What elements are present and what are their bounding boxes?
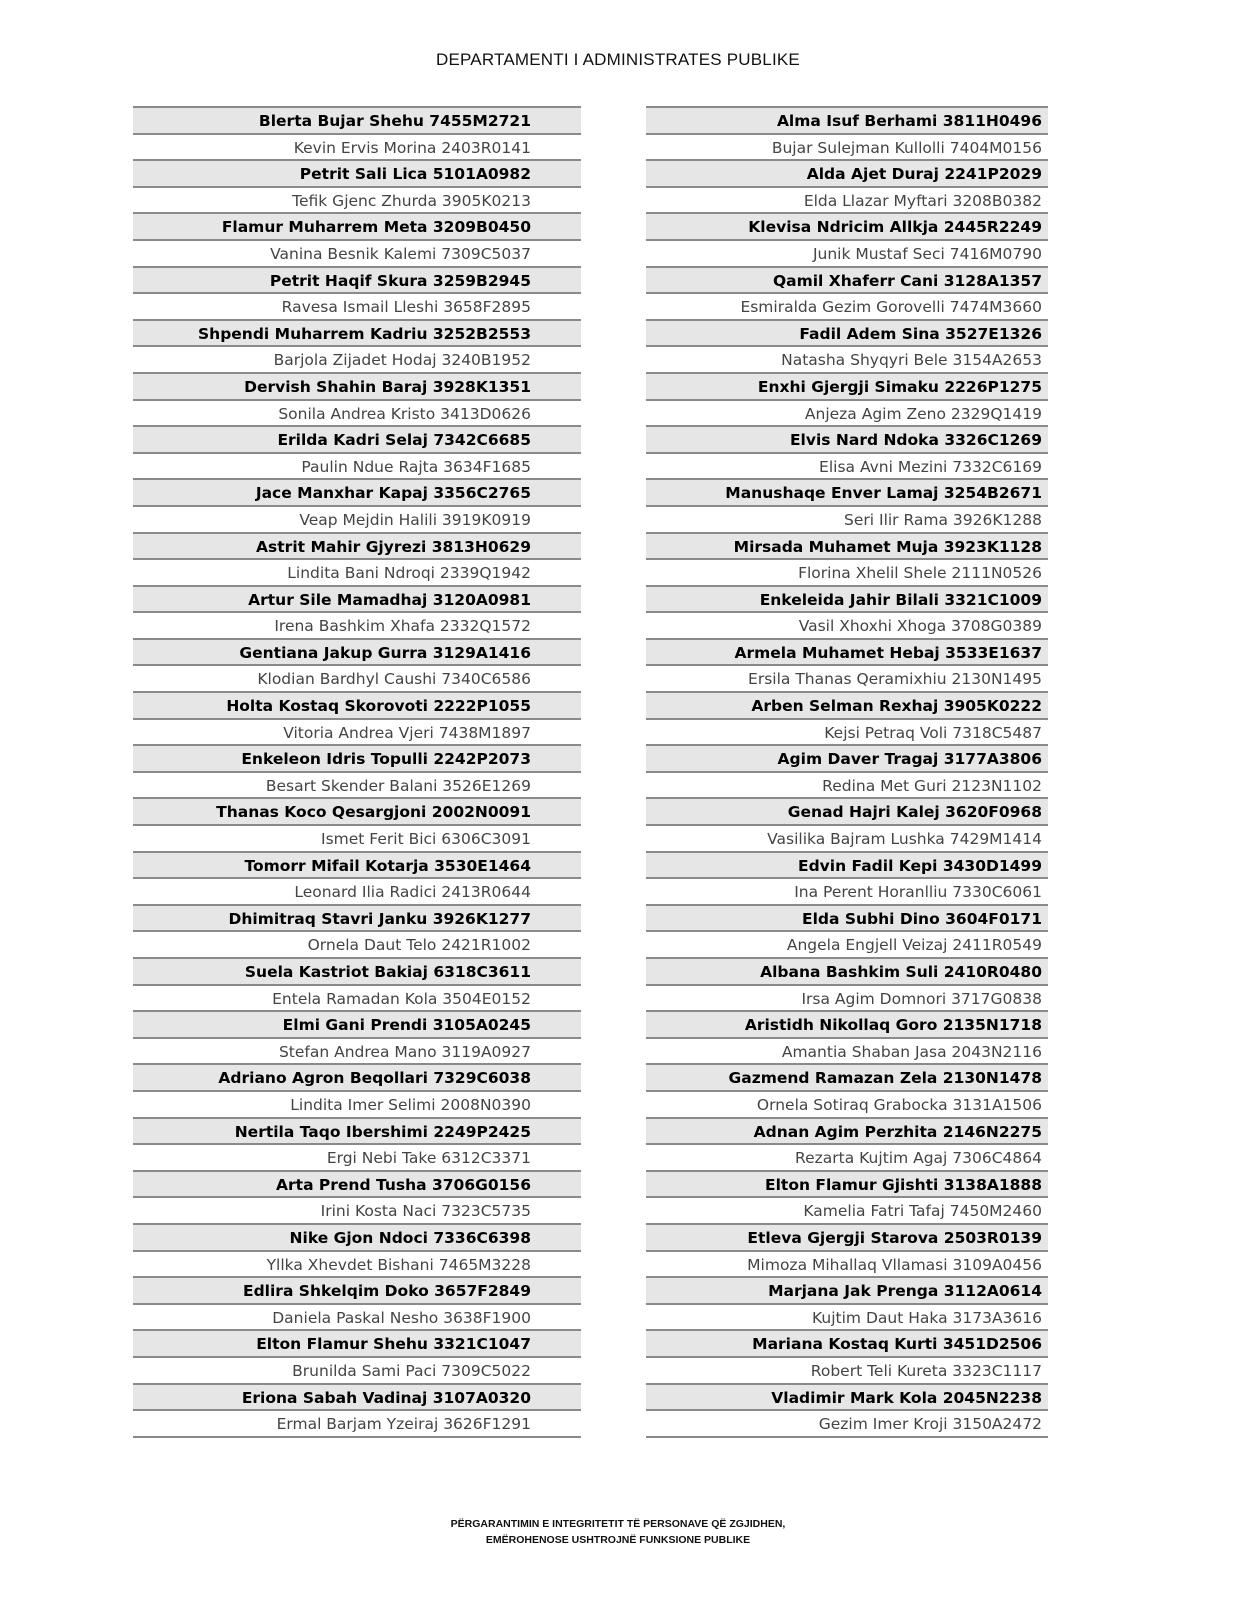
list-item: Albana Bashkim Suli 2410R0480 xyxy=(646,959,1048,986)
list-item: Ornela Sotiraq Grabocka 3131A1506 xyxy=(646,1092,1048,1119)
list-item: Angela Engjell Veizaj 2411R0549 xyxy=(646,932,1048,959)
list-item: Leonard Ilia Radici 2413R0644 xyxy=(133,879,581,906)
list-item: Vasilika Bajram Lushka 7429M1414 xyxy=(646,826,1048,853)
list-item: Nike Gjon Ndoci 7336C6398 xyxy=(133,1225,581,1252)
list-item: Jace Manxhar Kapaj 3356C2765 xyxy=(133,480,581,507)
list-item: Lindita Bani Ndroqi 2339Q1942 xyxy=(133,560,581,587)
list-item: Irena Bashkim Xhafa 2332Q1572 xyxy=(133,613,581,640)
list-item: Elvis Nard Ndoka 3326C1269 xyxy=(646,427,1048,454)
list-item: Elton Flamur Gjishti 3138A1888 xyxy=(646,1172,1048,1199)
list-item: Elmi Gani Prendi 3105A0245 xyxy=(133,1012,581,1039)
list-item: Elda Subhi Dino 3604F0171 xyxy=(646,906,1048,933)
list-item: Enkeleon Idris Topulli 2242P2073 xyxy=(133,746,581,773)
list-item: Barjola Zijadet Hodaj 3240B1952 xyxy=(133,347,581,374)
list-item: Eriona Sabah Vadinaj 3107A0320 xyxy=(133,1385,581,1412)
list-item: Stefan Andrea Mano 3119A0927 xyxy=(133,1039,581,1066)
list-item: Ina Perent Horanlliu 7330C6061 xyxy=(646,879,1048,906)
list-item: Seri Ilir Rama 3926K1288 xyxy=(646,507,1048,534)
list-item: Veap Mejdin Halili 3919K0919 xyxy=(133,507,581,534)
list-item: Edlira Shkelqim Doko 3657F2849 xyxy=(133,1278,581,1305)
list-item: Petrit Sali Lica 5101A0982 xyxy=(133,161,581,188)
list-item: Fadil Adem Sina 3527E1326 xyxy=(646,321,1048,348)
list-item: Arben Selman Rexhaj 3905K0222 xyxy=(646,693,1048,720)
list-item: Gazmend Ramazan Zela 2130N1478 xyxy=(646,1065,1048,1092)
list-item: Agim Daver Tragaj 3177A3806 xyxy=(646,746,1048,773)
page-title: DEPARTAMENTI I ADMINISTRATES PUBLIKE xyxy=(436,50,800,69)
list-item: Esmiralda Gezim Gorovelli 7474M3660 xyxy=(646,294,1048,321)
footer-line-1: PËRGARANTIMIN E INTEGRITETIT TË PERSONAVE QË ZGJIDHEN, xyxy=(450,1518,786,1530)
list-item: Tefik Gjenc Zhurda 3905K0213 xyxy=(133,188,581,215)
left-name-list xyxy=(133,108,581,1438)
list-item: Flamur Muharrem Meta 3209B0450 xyxy=(133,214,581,241)
list-item: Alda Ajet Duraj 2241P2029 xyxy=(646,161,1048,188)
list-item: Klodian Bardhyl Caushi 7340C6586 xyxy=(133,666,581,693)
list-item: Arta Prend Tusha 3706G0156 xyxy=(133,1172,581,1199)
list-item: Ravesa Ismail Lleshi 3658F2895 xyxy=(133,294,581,321)
list-item: Manushaqe Enver Lamaj 3254B2671 xyxy=(646,480,1048,507)
list-item: Mariana Kostaq Kurti 3451D2506 xyxy=(646,1331,1048,1358)
list-item: Kamelia Fatri Tafaj 7450M2460 xyxy=(646,1198,1048,1225)
list-item: Armela Muhamet Hebaj 3533E1637 xyxy=(646,640,1048,667)
list-item: Junik Mustaf Seci 7416M0790 xyxy=(646,241,1048,268)
list-item: Florina Xhelil Shele 2111N0526 xyxy=(646,560,1048,587)
list-item: Elton Flamur Shehu 3321C1047 xyxy=(133,1331,581,1358)
list-item: Erilda Kadri Selaj 7342C6685 xyxy=(133,427,581,454)
list-item: Irsa Agim Domnori 3717G0838 xyxy=(646,986,1048,1013)
list-item: Ismet Ferit Bici 6306C3091 xyxy=(133,826,581,853)
list-item: Petrit Haqif Skura 3259B2945 xyxy=(133,268,581,295)
list-item: Vanina Besnik Kalemi 7309C5037 xyxy=(133,241,581,268)
footer xyxy=(0,1516,1236,1548)
list-item: Mirsada Muhamet Muja 3923K1128 xyxy=(646,534,1048,561)
list-item: Astrit Mahir Gjyrezi 3813H0629 xyxy=(133,534,581,561)
list-item: Artur Sile Mamadhaj 3120A0981 xyxy=(133,587,581,614)
list-item: Adnan Agim Perzhita 2146N2275 xyxy=(646,1119,1048,1146)
list-item: Bujar Sulejman Kullolli 7404M0156 xyxy=(646,135,1048,162)
list-item: Ermal Barjam Yzeiraj 3626F1291 xyxy=(133,1411,581,1438)
list-item: Etleva Gjergji Starova 2503R0139 xyxy=(646,1225,1048,1252)
list-item: Vasil Xhoxhi Xhoga 3708G0389 xyxy=(646,613,1048,640)
list-item: Yllka Xhevdet Bishani 7465M3228 xyxy=(133,1252,581,1279)
list-item: Natasha Shyqyri Bele 3154A2653 xyxy=(646,347,1048,374)
list-item: Ergi Nebi Take 6312C3371 xyxy=(133,1145,581,1172)
list-item: Edvin Fadil Kepi 3430D1499 xyxy=(646,853,1048,880)
list-item: Paulin Ndue Rajta 3634F1685 xyxy=(133,454,581,481)
list-item: Amantia Shaban Jasa 2043N2116 xyxy=(646,1039,1048,1066)
list-item: Qamil Xhaferr Cani 3128A1357 xyxy=(646,268,1048,295)
list-item: Ersila Thanas Qeramixhiu 2130N1495 xyxy=(646,666,1048,693)
list-item: Adriano Agron Beqollari 7329C6038 xyxy=(133,1065,581,1092)
list-item: Gentiana Jakup Gurra 3129A1416 xyxy=(133,640,581,667)
list-item: Gezim Imer Kroji 3150A2472 xyxy=(646,1411,1048,1438)
list-item: Marjana Jak Prenga 3112A0614 xyxy=(646,1278,1048,1305)
list-item: Enxhi Gjergji Simaku 2226P1275 xyxy=(646,374,1048,401)
list-item: Klevisa Ndricim Allkja 2445R2249 xyxy=(646,214,1048,241)
list-item: Blerta Bujar Shehu 7455M2721 xyxy=(133,108,581,135)
list-item: Elda Llazar Myftari 3208B0382 xyxy=(646,188,1048,215)
list-item: Dervish Shahin Baraj 3928K1351 xyxy=(133,374,581,401)
list-item: Elisa Avni Mezini 7332C6169 xyxy=(646,454,1048,481)
list-item: Enkeleida Jahir Bilali 3321C1009 xyxy=(646,587,1048,614)
footer-line-2: EMËROHENOSE USHTROJNË FUNKSIONE PUBLIKE xyxy=(485,1534,751,1546)
list-item: Kevin Ervis Morina 2403R0141 xyxy=(133,135,581,162)
left-name-column xyxy=(133,106,581,1438)
list-item: Irini Kosta Naci 7323C5735 xyxy=(133,1198,581,1225)
list-item: Shpendi Muharrem Kadriu 3252B2553 xyxy=(133,321,581,348)
list-item: Nertila Taqo Ibershimi 2249P2425 xyxy=(133,1119,581,1146)
list-item: Tomorr Mifail Kotarja 3530E1464 xyxy=(133,853,581,880)
right-name-list xyxy=(646,108,1048,1438)
list-item: Thanas Koco Qesargjoni 2002N0091 xyxy=(133,799,581,826)
list-item: Daniela Paskal Nesho 3638F1900 xyxy=(133,1305,581,1332)
list-item: Alma Isuf Berhami 3811H0496 xyxy=(646,108,1048,135)
list-item: Mimoza Mihallaq Vllamasi 3109A0456 xyxy=(646,1252,1048,1279)
list-item: Besart Skender Balani 3526E1269 xyxy=(133,773,581,800)
list-item: Vladimir Mark Kola 2045N2238 xyxy=(646,1385,1048,1412)
list-item: Vitoria Andrea Vjeri 7438M1897 xyxy=(133,720,581,747)
list-item: Kejsi Petraq Voli 7318C5487 xyxy=(646,720,1048,747)
list-item: Brunilda Sami Paci 7309C5022 xyxy=(133,1358,581,1385)
list-item: Anjeza Agim Zeno 2329Q1419 xyxy=(646,401,1048,428)
list-item: Suela Kastriot Bakiaj 6318C3611 xyxy=(133,959,581,986)
list-item: Aristidh Nikollaq Goro 2135N1718 xyxy=(646,1012,1048,1039)
list-item: Rezarta Kujtim Agaj 7306C4864 xyxy=(646,1145,1048,1172)
list-item: Kujtim Daut Haka 3173A3616 xyxy=(646,1305,1048,1332)
right-name-column xyxy=(646,106,1048,1438)
list-item: Entela Ramadan Kola 3504E0152 xyxy=(133,986,581,1013)
list-item: Sonila Andrea Kristo 3413D0626 xyxy=(133,401,581,428)
list-item: Dhimitraq Stavri Janku 3926K1277 xyxy=(133,906,581,933)
list-item: Lindita Imer Selimi 2008N0390 xyxy=(133,1092,581,1119)
list-item: Holta Kostaq Skorovoti 2222P1055 xyxy=(133,693,581,720)
list-item: Redina Met Guri 2123N1102 xyxy=(646,773,1048,800)
list-item: Robert Teli Kureta 3323C1117 xyxy=(646,1358,1048,1385)
list-item: Genad Hajri Kalej 3620F0968 xyxy=(646,799,1048,826)
list-item: Ornela Daut Telo 2421R1002 xyxy=(133,932,581,959)
